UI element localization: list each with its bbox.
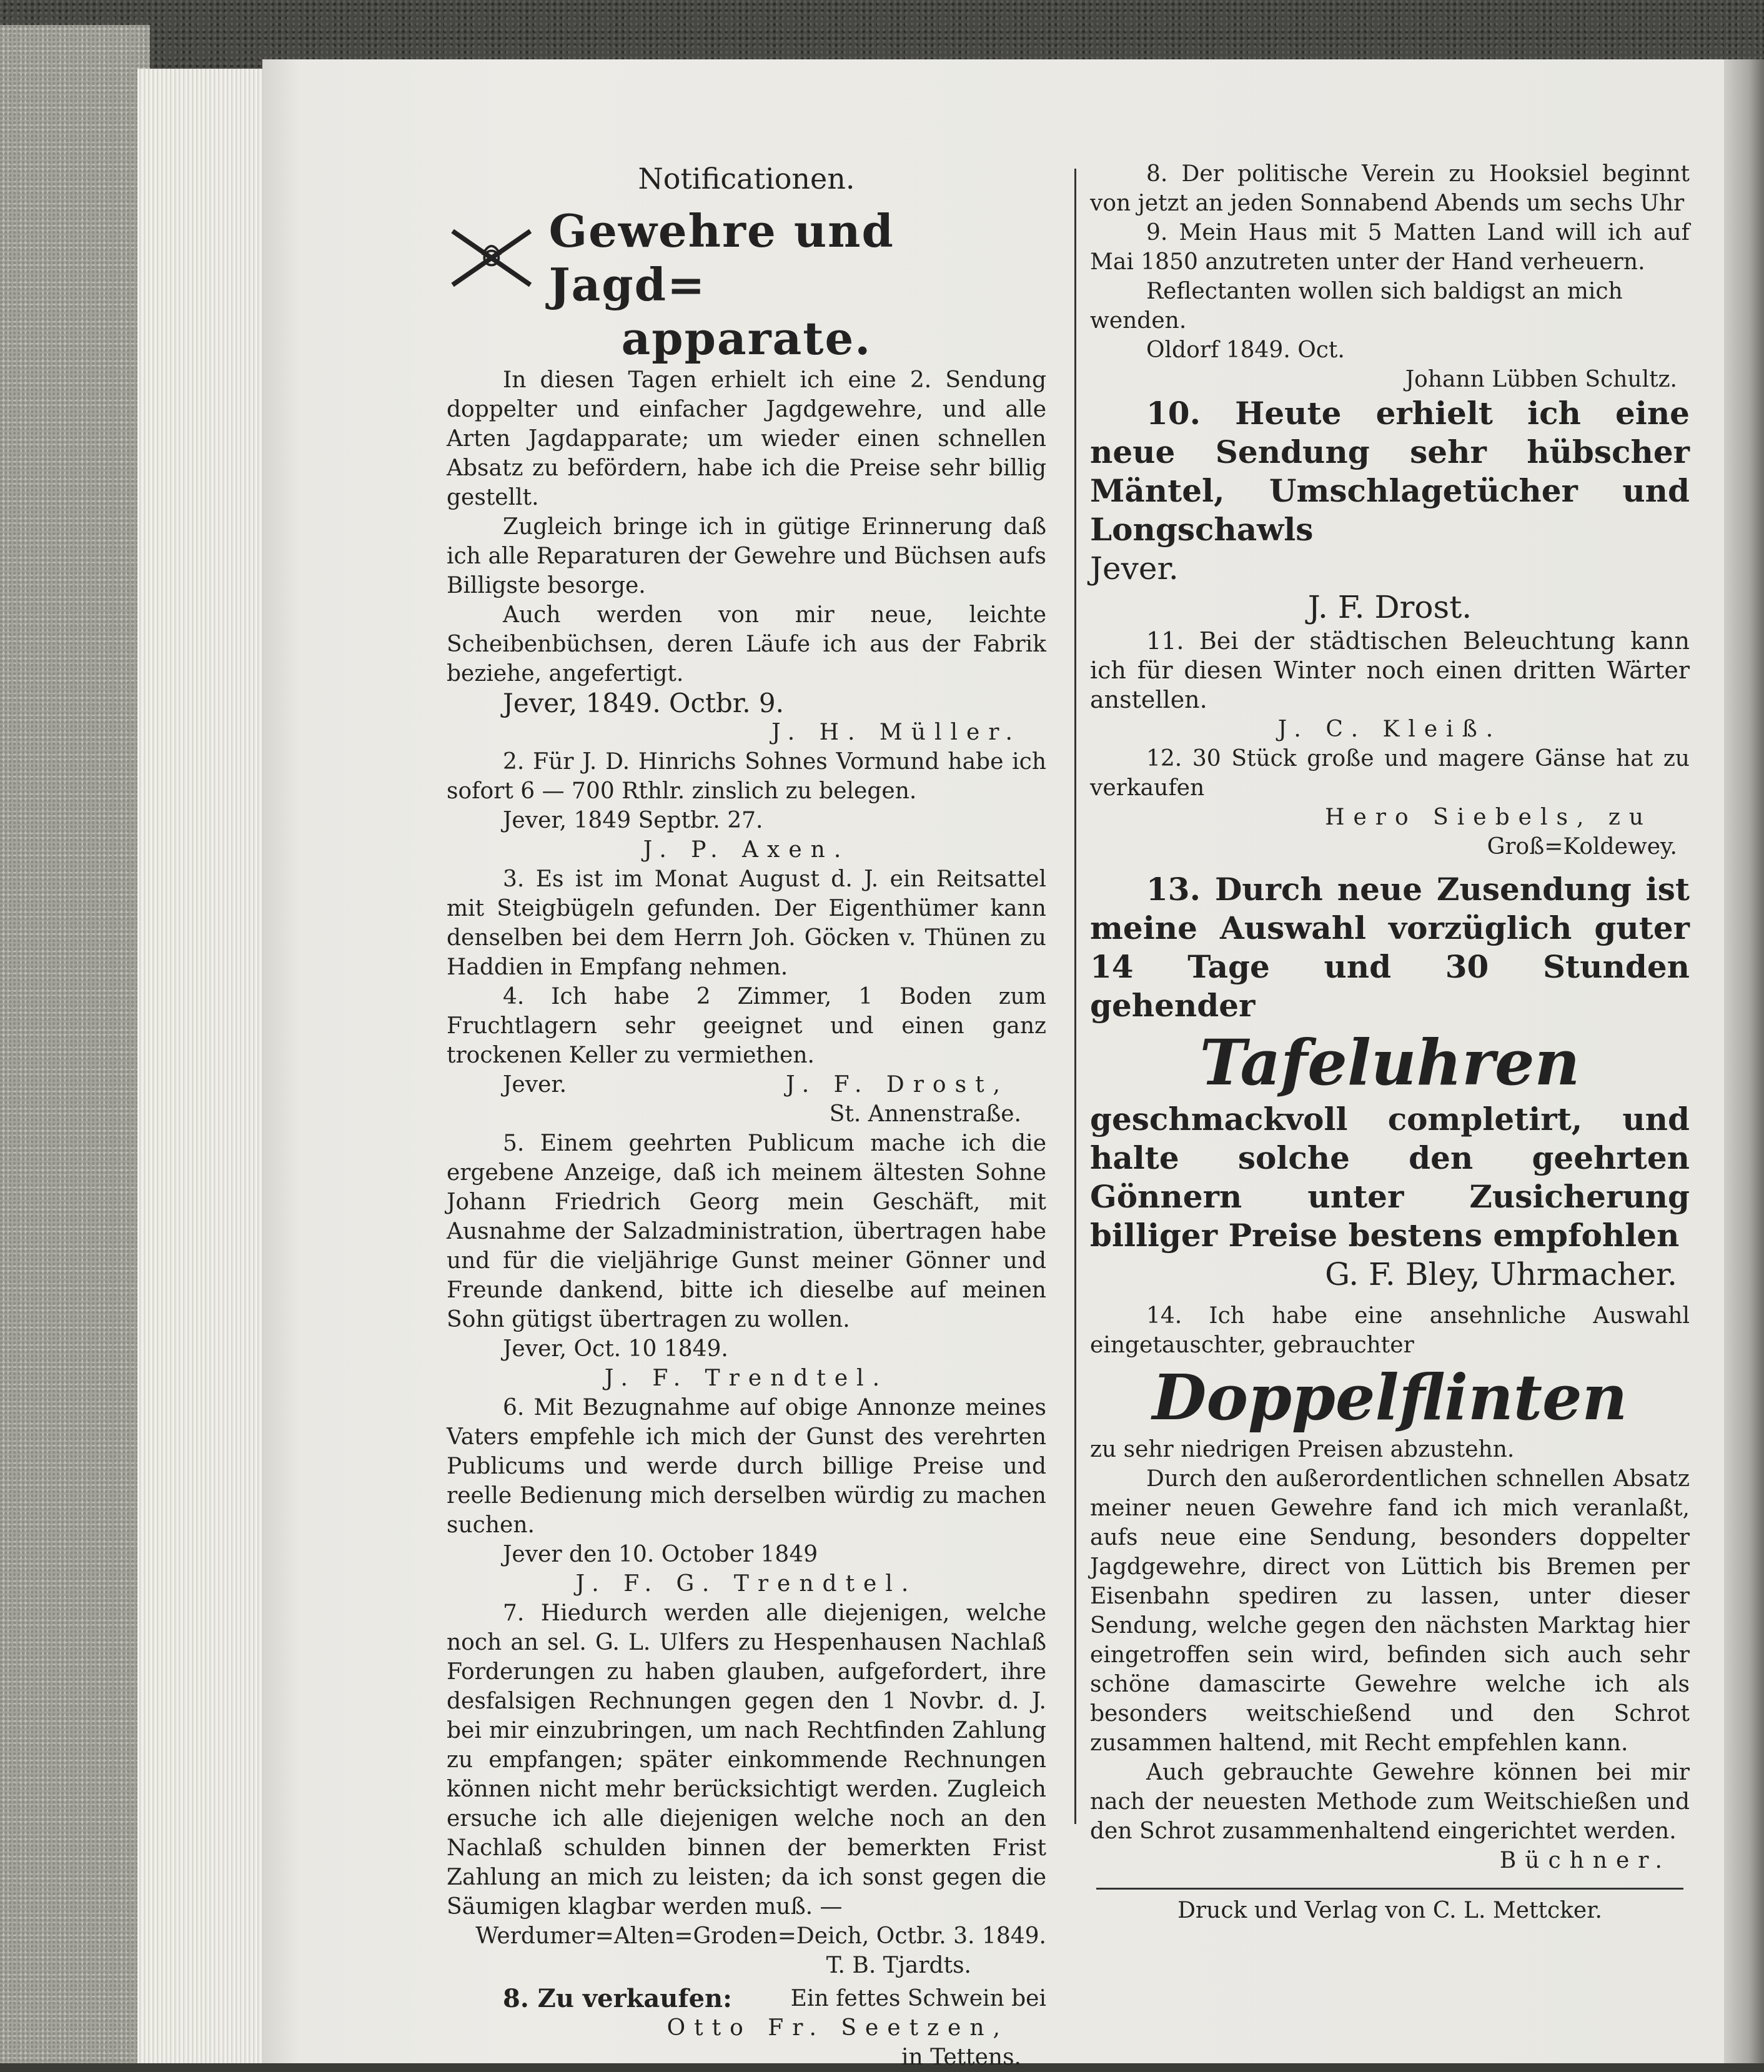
footer-rule xyxy=(1096,1888,1683,1890)
r14-paragraph-2: Durch den außerordentlichen schnellen Absatz meiner neuen Gewehre fand ich mich veranlaßt, aufs neue eine Sendung, besonders doppelter Jagdgewehre, direct von Lüttich bis Bremen per Eisenbahn spediren zu lassen, unter dieser Sendung, welche gegen den nächsten Marktag hier eingetroffen sein wird, befinden sich auch sehr schöne damascirte Gewehre welche ich als besonders weitschießend und den Schrot zusammen haltend, mit Recht empfehlen kann. xyxy=(1090,1466,1690,1756)
r10-text: 10. Heute erhielt ich eine neue Sendung sehr hübscher Mäntel, Umschlagetücher und Longschawls xyxy=(1090,395,1690,548)
r9-signature: Johann Lübben Schultz. xyxy=(1405,367,1677,392)
ad1-paragraph-1: In diesen Tagen erhielt ich eine 2. Sendung doppelter und einfacher Jagdgewehre, und alle Arten Jagdapparate; um wieder einen schnellen Absatz zu befördern, habe ich die Preise sehr billig gestellt. xyxy=(447,367,1046,510)
imprint-footer: Druck und Verlag von C. L. Mettcker. xyxy=(1177,1898,1602,1923)
section-heading: Notificationen. xyxy=(638,162,855,196)
r14-text: 14. Ich habe eine ansehnliche Auswahl eingetauschter, gebrauchter xyxy=(1090,1303,1690,1358)
r13-big-word: Tafeluhren xyxy=(1199,1026,1580,1099)
r12-text: 12. 30 Stück große und magere Gänse hat zu verkaufen xyxy=(1090,746,1690,801)
ad3-text: 3. Es ist im Monat August d. J. ein Reitsattel mit Steigbügeln gefunden. Der Eigenthümer kann denselben bei dem Herrn Joh. Göcken v. Thünen zu Haddien in Empfang nehmen. xyxy=(447,866,1046,980)
r9-text-2: Reflectanten wollen sich baldigst an mich wenden. xyxy=(1090,279,1623,334)
r13-signature: G. F. Bley, Uhrmacher. xyxy=(1325,1256,1677,1292)
ad6-text: 6. Mit Bezugnahme auf obige Annonze meines Vaters empfehle ich mich der Gunst des verehrten Publicums und werde durch billige Preise und reelle Bedienung mich derselben würdig zu machen suchen. xyxy=(447,1395,1046,1538)
r14-text-2: zu sehr niedrigen Preisen abzustehn. xyxy=(1090,1437,1515,1462)
r9-date: Oldorf 1849. Oct. xyxy=(1146,337,1345,363)
ad1-signature: J. H. Müller. xyxy=(771,720,1021,745)
r9-text: 9. Mein Haus mit 5 Matten Land will ich auf Mai 1850 anzutreten unter der Hand verheuern. xyxy=(1090,220,1690,275)
ad8-text: Ein fettes Schwein bei xyxy=(790,1986,1046,2011)
ad4-street: St. Annenstraße. xyxy=(829,1101,1021,1127)
r10-place: Jever. xyxy=(1090,550,1179,587)
ad4-text: 4. Ich habe 2 Zimmer, 1 Boden zum Fruchtlagern sehr geeignet und einen ganz trockenen Keller zu vermiethen. xyxy=(447,984,1046,1068)
ad6-date: Jever den 10. October 1849 xyxy=(503,1542,818,1567)
left-column xyxy=(447,159,1046,2072)
ad8-label: 8. Zu verkaufen: xyxy=(503,1984,732,2013)
r11-text: 11. Bei der städtischen Beleuchtung kann ich für diesen Winter noch einen dritten Wärter anstellen. xyxy=(1090,627,1690,713)
ad1-title-b: apparate. xyxy=(621,312,872,365)
r14-big-word: Doppelflinten xyxy=(1152,1361,1628,1434)
ad1-paragraph-3: Auch werden von mir neue, leichte Scheibenbüchsen, deren Läufe ich aus der Fabrik beziehe, angefertigt. xyxy=(447,602,1046,687)
r8-text: 8. Der politische Verein zu Hooksiel beginnt von jetzt an jeden Sonnabend Abends um sechs Uhr xyxy=(1090,161,1690,216)
ad8-place: in Tettens. xyxy=(901,2045,1021,2070)
ad2-date: Jever, 1849 Septbr. 27. xyxy=(503,808,763,833)
r13-text: 13. Durch neue Zusendung ist meine Auswahl vorzüglich guter 14 Tage und 30 Stunden gehender xyxy=(1090,871,1690,1024)
ad7-signature: T. B. Tjardts. xyxy=(826,1953,971,1978)
ad5-signature: J. F. Trendtel. xyxy=(604,1366,889,1391)
r12-place: Groß=Koldewey. xyxy=(1487,834,1677,860)
r13-text-2: geschmackvoll completirt, und halte solche den geehrten Gönnern unter Zusicherung billiger Preise bestens empfohlen xyxy=(1090,1101,1690,1254)
ad4-signature: J. F. Drost, xyxy=(786,1072,1009,1098)
ad8-row xyxy=(447,1984,1046,2013)
ad5-text: 5. Einem geehrten Publicum mache ich die ergebene Anzeige, daß ich meinem ältesten Sohne Johann Friedrich Georg mein Geschäft, mit Ausnahme der Salzadministration, übertragen habe und für die vieljährige Gunst meiner Gönner und Freunde dankend, bitte ich dieselbe auf meinen Sohn gütigst übertragen zu wollen. xyxy=(447,1131,1046,1332)
ad2-text: 2. Für J. D. Hinrichs Sohnes Vormund habe ich sofort 6 — 700 Rthlr. zinslich zu belegen. xyxy=(447,749,1046,804)
ad7-text: 7. Hiedurch werden alle diejenigen, welche noch an sel. G. L. Ulfers zu Hespenhausen Nachlaß Forderungen zu haben glauben, aufgefordert, ihre desfalsigen Rechnungen gegen den 1 Novbr. d. J. bei mir einzubringen, um nach Rechtfinden Zahlung zu empfangen; später einkommende Rechnungen können nicht mehr berücksichtigt werden. Zugleich ersuche ich alle diejenigen welche noch an den Nachlaß schulden binnen der bemerkten Frist Zahlung an mich zu leisten; da ich sonst gegen die Säumigen klagbar werden muß. — xyxy=(447,1600,1046,1920)
ad2-signature: J. P. Axen. xyxy=(643,837,850,863)
page-edges xyxy=(137,69,281,2063)
ad8-signature: Otto Fr. Seetzen, xyxy=(666,2015,1009,2041)
r10-signature: J. F. Drost. xyxy=(1307,589,1472,625)
ad1-date: Jever, 1849. Octbr. 9. xyxy=(503,688,784,718)
ad4-place: Jever. xyxy=(503,1072,567,1098)
crossed-guns-icon xyxy=(447,224,537,292)
ad1-title-a: Gewehre und Jagd= xyxy=(548,204,894,311)
book-cover xyxy=(0,25,150,2063)
ad6-signature: J. F. G. Trendtel. xyxy=(575,1571,918,1597)
r14-signature: Büchner. xyxy=(1499,1848,1671,1873)
ad5-date: Jever, Oct. 10 1849. xyxy=(503,1336,728,1362)
ad4-sign-row xyxy=(447,1070,1046,1099)
ad1-title-row xyxy=(447,204,1046,312)
ad7-date: Werdumer=Alten=Groden=Deich, Octbr. 3. 1849. xyxy=(475,1923,1046,1949)
right-column xyxy=(1090,159,1690,1925)
r12-signature: Hero Siebels, zu xyxy=(1325,805,1652,830)
column-divider xyxy=(1074,169,1076,1824)
r11-signature: J. C. Kleiß. xyxy=(1277,716,1502,742)
ad1-paragraph-2: Zugleich bringe ich in gütige Erinnerung daß ich alle Reparaturen der Gewehre und Büchsen aufs Billigste besorge. xyxy=(447,514,1046,598)
r14-paragraph-3: Auch gebrauchte Gewehre können bei mir nach der neuesten Methode zum Weitschießen und den Schrot zusammenhaltend eingerichtet werden. xyxy=(1090,1760,1690,1844)
page-shadow xyxy=(1724,59,1764,2063)
